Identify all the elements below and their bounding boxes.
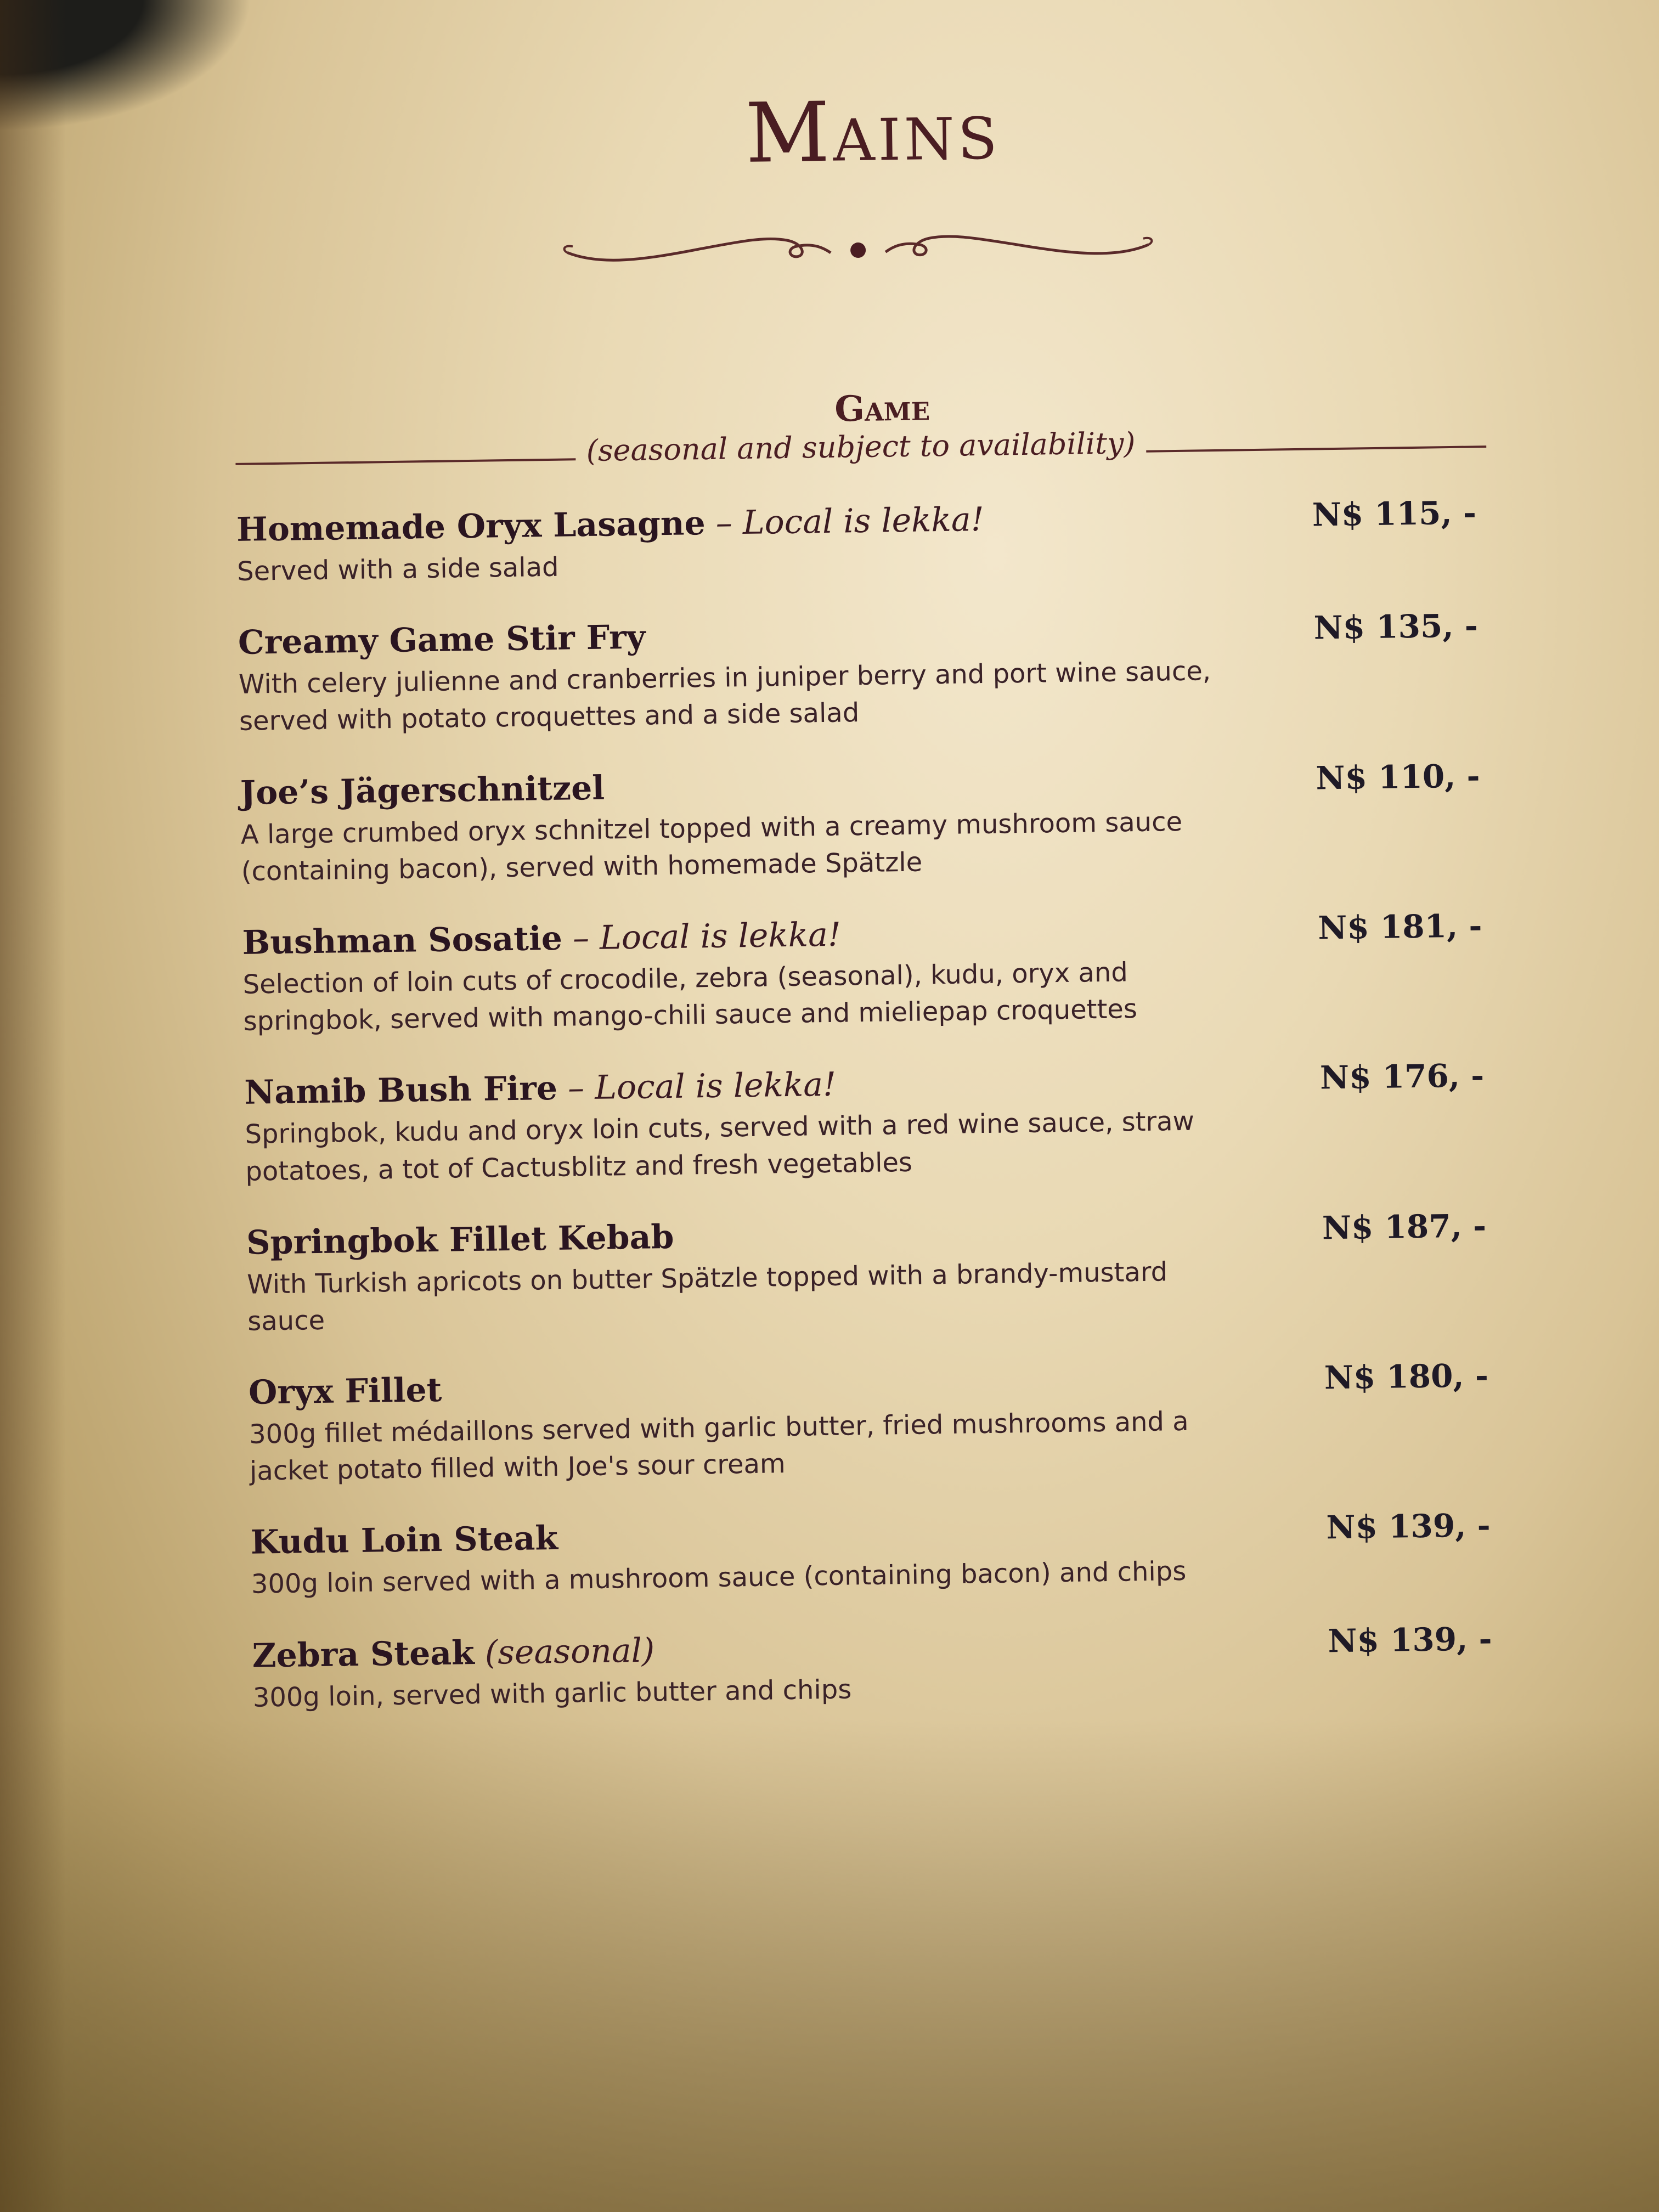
item-name: Oryx Fillet xyxy=(248,1370,442,1412)
menu-item xyxy=(252,1620,1504,1717)
item-tag: – Local is lekka! xyxy=(562,915,842,958)
item-price: N$ 176, - xyxy=(1319,1057,1485,1097)
item-description: 300g loin, served with garlic butter and chips xyxy=(252,1674,852,1713)
menu-item xyxy=(238,607,1491,740)
item-tag: – Local is lekka! xyxy=(557,1065,837,1108)
item-description: Selection of loin cuts of crocodile, zebra (seasonal), kudu, oryx and springbok, served with mango-chili sauce and mieliepap croquettes xyxy=(242,957,1138,1037)
item-name: Bushman Sosatie xyxy=(242,919,563,962)
item-price: N$ 139, - xyxy=(1328,1620,1493,1660)
divider-line-left xyxy=(235,458,575,465)
item-name: Creamy Game Stir Fry xyxy=(238,618,646,663)
item-description: With Turkish apricots on butter Spätzle topped with a brandy-mustard sauce xyxy=(246,1256,1168,1337)
item-price: N$ 110, - xyxy=(1316,757,1481,797)
menu-item xyxy=(236,494,1488,590)
menu-item-list xyxy=(236,494,1504,1716)
item-name: Namib Bush Fire xyxy=(244,1069,558,1113)
menu-item xyxy=(250,1506,1502,1603)
item-price: N$ 139, - xyxy=(1326,1506,1491,1547)
item-tag: (seasonal) xyxy=(474,1631,655,1672)
item-name: Homemade Oryx Lasagne xyxy=(236,504,706,549)
menu-item xyxy=(246,1207,1499,1340)
section-title: Game xyxy=(834,387,930,430)
item-price: N$ 187, - xyxy=(1322,1206,1487,1247)
menu-item xyxy=(242,907,1494,1040)
item-description: A large crumbed oryx schnitzel topped with a creamy mushroom sauce (containing bacon), served with homemade Spätzle xyxy=(240,806,1183,887)
page-shadow-bottom xyxy=(0,1718,1659,2212)
scroll-flourish-icon xyxy=(556,214,1160,277)
item-name: Springbok Fillet Kebab xyxy=(246,1217,674,1262)
item-price: N$ 180, - xyxy=(1324,1357,1489,1397)
item-name: Joe’s Jägerschnitzel xyxy=(240,769,605,812)
menu-item xyxy=(249,1357,1501,1490)
page-title: Mains xyxy=(744,82,1001,182)
item-name: Kudu Loin Steak xyxy=(250,1519,558,1562)
item-price: N$ 135, - xyxy=(1313,607,1479,647)
menu-content xyxy=(230,76,1504,1750)
menu-item xyxy=(244,1057,1497,1190)
item-tag: – Local is lekka! xyxy=(705,500,985,543)
item-description: 300g loin served with a mushroom sauce (containing bacon) and chips xyxy=(251,1556,1187,1600)
item-description: With celery julienne and cranberries in juniper berry and port wine sauce, served with potato croquettes and a side salad xyxy=(238,656,1211,737)
divider-line-right xyxy=(1147,445,1487,453)
section-subtitle: (seasonal and subject to availability) xyxy=(586,426,1136,469)
menu-item xyxy=(240,757,1492,890)
item-description: Served with a side salad xyxy=(236,551,559,587)
item-price: N$ 115, - xyxy=(1312,494,1477,534)
item-description: Springbok, kudu and oryx loin cuts, served with a red wine sauce, straw potatoes, a tot of Cactusblitz and fresh vegetables xyxy=(245,1105,1195,1187)
item-price: N$ 181, - xyxy=(1317,907,1482,947)
item-description: 300g fillet médaillons served with garlic butter, fried mushrooms and a jacket potato filled with Joe's sour cream xyxy=(249,1406,1189,1487)
item-name: Zebra Steak xyxy=(252,1633,475,1675)
